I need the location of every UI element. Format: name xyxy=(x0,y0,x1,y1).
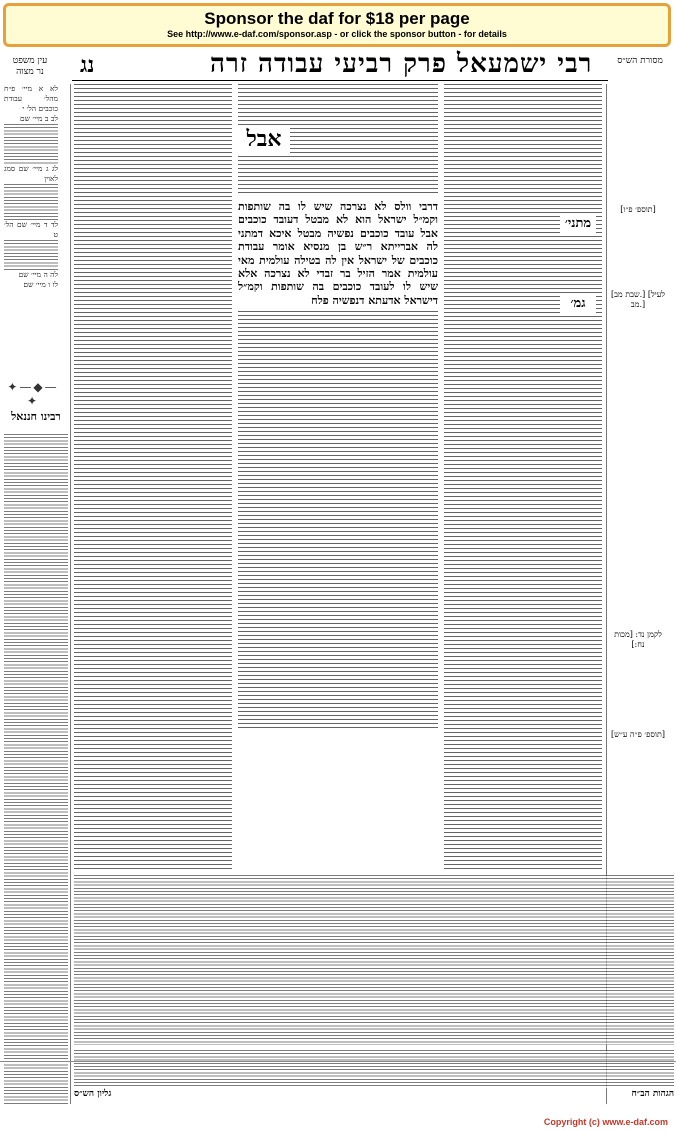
ein-mishpat-note: לו ו מיי׳ שם xyxy=(23,280,58,289)
mishna-marker-box xyxy=(560,215,596,233)
ein-mishpat-note: לא א מיי׳ פ״ח מהל׳ עבודת כוכבים הל׳ י xyxy=(4,84,58,113)
talmud-page xyxy=(0,50,676,1116)
margin-ref-1: [תוספ׳ פ״ו] xyxy=(620,205,656,214)
ein-mishpat-note: לד ד מיי׳ שם הל׳ ט xyxy=(4,220,58,239)
header-rule xyxy=(72,80,608,81)
rabbeinu-chananel-text xyxy=(4,434,68,1104)
lower-commentary xyxy=(74,875,674,1045)
sponsor-banner[interactable] xyxy=(3,3,671,47)
gemara-continued-text xyxy=(238,311,438,731)
ein-mishpat-label: עין משפט נר מצוה xyxy=(12,56,48,77)
footer-notes-text xyxy=(74,1050,674,1088)
gemara-main xyxy=(238,200,438,740)
gemara-marker-box xyxy=(560,295,596,313)
gemara-opening-word: אבל xyxy=(246,126,282,152)
page-number: נג xyxy=(80,52,95,78)
footer-notes xyxy=(74,1050,674,1106)
ein-mishpat-note: לג ג מיי׳ שם סמג לאוין xyxy=(4,164,58,183)
section-ornament: ✦—◆—✦ xyxy=(7,380,59,408)
note-text-block xyxy=(4,124,58,164)
gemara-text: דרבי וולס לא נצרכה שיש לו בה שותפות וקמ״ל ישראל הוא לא מבטל דעובד כוכבים אבל עובד כוכבים נפשיה מבטל איכא דמתני לה אברייתא ר״ש בן מנסיא אומר עבודת כוכבים של ישראל אין לה בטילה עולמית מאי עולמית אמר הזיל בר זבדי לא נצרכה אלא שיש לו לעובד כוכבים בה שותפות וקמ״ל דישראל אדעתא דנפשיה פלח xyxy=(238,200,438,307)
bottom-rule xyxy=(0,1061,676,1062)
tosafot-text xyxy=(74,84,232,869)
note-text-block xyxy=(4,184,58,220)
gemara-opening-box xyxy=(238,126,290,156)
sponsor-title[interactable]: Sponsor the daf for $18 per page xyxy=(204,9,470,28)
gemara-marker: גמ׳ xyxy=(570,296,586,311)
mesoret-label: מסורת הש״ס xyxy=(617,56,663,66)
note-text-block xyxy=(4,240,58,270)
margin-ref-2: [שבת מב.] [לעיל מב.] xyxy=(610,290,666,309)
gilyon-hashas-label: גליון הש״ס xyxy=(74,1089,112,1099)
rabbeinu-chananel-column xyxy=(4,434,68,1104)
copyright-link[interactable]: Copyright (c) www.e-daf.com xyxy=(543,1117,668,1127)
ein-mishpat-note: לה ה מיי׳ שם xyxy=(18,270,58,279)
mishna-marker: מתני׳ xyxy=(564,216,592,231)
tosafot-column xyxy=(74,84,232,869)
ein-mishpat-note: לב ב מיי׳ שם xyxy=(20,114,58,123)
page-title: רבי ישמעאל פרק רביעי עבודה זרה xyxy=(210,49,593,79)
rabbeinu-chananel-heading-box xyxy=(4,410,68,432)
haggahot-habach-label: הגהות הב״ח xyxy=(631,1089,674,1099)
rabbeinu-chananel-heading: רבינו חננאל xyxy=(11,410,61,423)
lower-commentary-text xyxy=(74,875,674,1045)
margin-ref-3: לקמן נד: [מכות נח:] xyxy=(614,630,662,649)
ein-mishpat-column xyxy=(4,84,58,374)
margin-ref-4: [תוספ׳ פ״ה ע״ש] xyxy=(611,730,665,739)
rashi-text xyxy=(444,84,602,869)
sponsor-subtitle: See http://www.e-daf.com/sponsor.asp - or click the sponsor button - for details xyxy=(167,29,507,39)
rashi-column xyxy=(444,84,602,869)
